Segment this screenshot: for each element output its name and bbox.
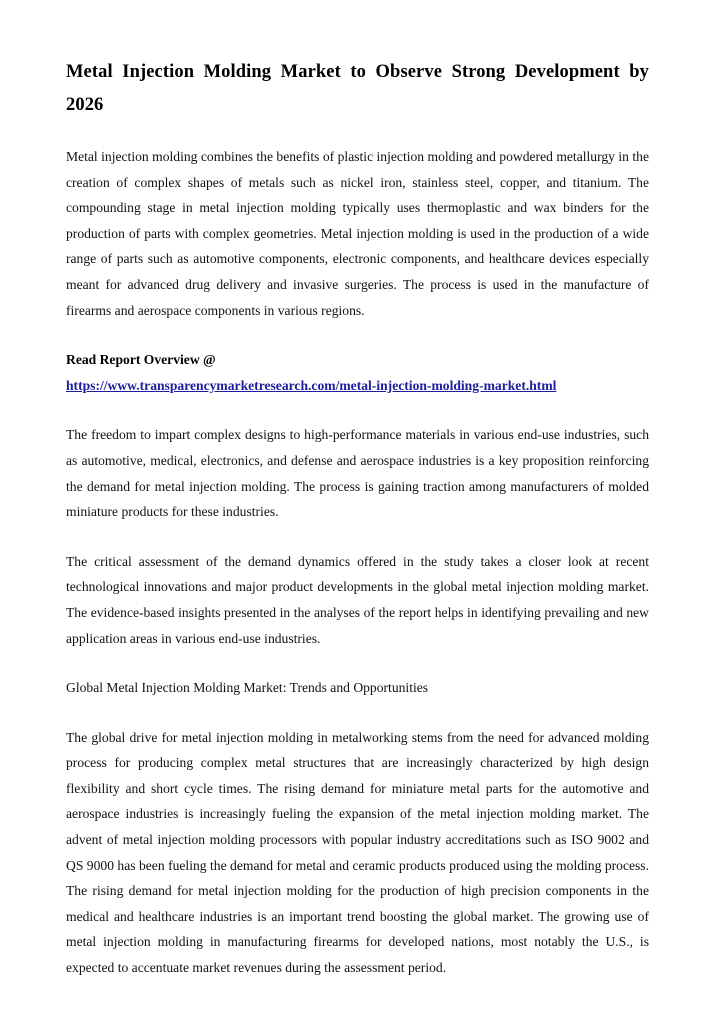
document-content [66, 56, 649, 981]
paragraph-intro: Metal injection molding combines the benefits of plastic injection molding and powdered metallurgy in the creation of complex shapes of metals such as nickel iron, stainless steel, copper, and titanium. The compounding stage in metal injection molding typically uses thermoplastic and wax binders for the production of parts with complex geometries. Metal injection molding is used in the production of a wide range of parts such as automotive components, electronic components, and healthcare devices especially meant for advanced drug delivery and invasive surgeries. The process is used in the manufacture of firearms and aerospace components in various regions. [66, 149, 649, 318]
paragraph-global-drive: The global drive for metal injection molding in metalworking stems from the need for advanced molding process for producing complex metal structures that are increasingly characterized by high design flexibility and short cycle times. The rising demand for miniature metal parts for the automotive and aerospace industries is increasingly fueling the expansion of the metal injection molding market. The advent of metal injection molding processors with popular industry accreditations such as ISO 9002 and QS 9000 has been fueling the demand for metal and ceramic products produced using the molding process. The rising demand for metal injection molding for the production of high precision components in the medical and healthcare industries is an important trend boosting the global market. The growing use of metal injection molding in manufacturing firearms for developed nations, most notably the U.S., is expected to accentuate market revenues during the assessment period. [66, 729, 649, 976]
report-overview-link[interactable]: https://www.transparencymarketresearch.com/metal-injection-molding-market.html [66, 377, 557, 393]
read-report-label: Read Report Overview @ [66, 352, 216, 368]
page-title: Metal Injection Molding Market to Observe Strong Development by 2026 [66, 62, 649, 115]
paragraph-freedom-to-impart: The freedom to impart complex designs to high-performance materials in various end-use industries, such as automotive, medical, electronics, and defense and aerospace industries is a key proposition reinforcing the demand for metal injection molding. The process is gaining traction among manufacturers of molded miniature products for these industries. [66, 427, 649, 520]
read-report-block [66, 347, 649, 398]
section-subheading-trends-opportunities: Global Metal Injection Molding Market: Trends and Opportunities [66, 680, 429, 696]
paragraph-critical-assessment: The critical assessment of the demand dynamics offered in the study takes a closer look at recent technological innovations and major product developments in the global metal injection molding market. The evidence-based insights presented in the analyses of the report helps in identifying prevailing and new application areas in various end-use industries. [66, 553, 649, 646]
report-link-container [66, 373, 649, 399]
